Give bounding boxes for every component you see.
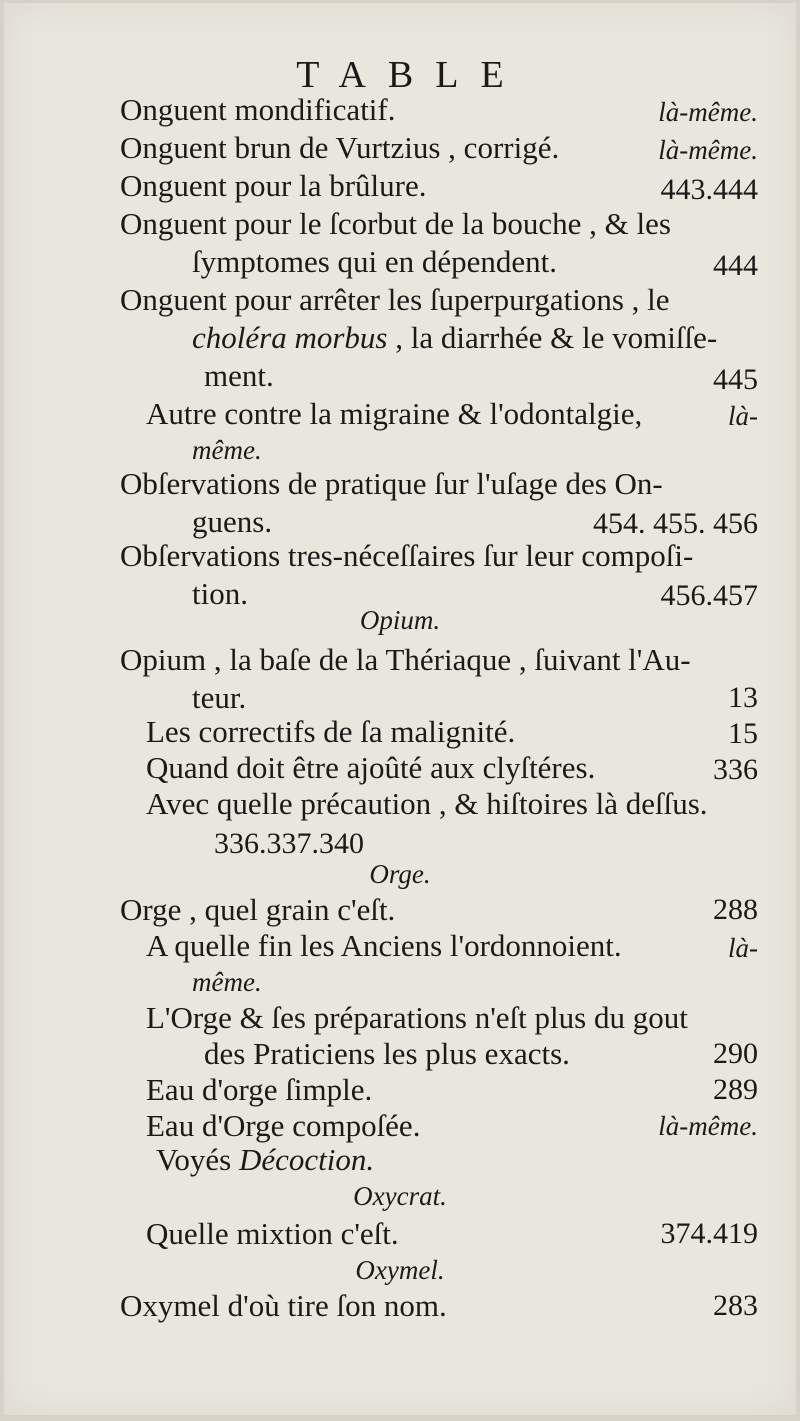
entry-text: Avec quelle précaution , & hiſtoires là deſſus.	[146, 786, 708, 821]
entry-text: Obſervations de pratique ſur l'uſage des On-	[120, 466, 663, 501]
entry-text: Voyés	[156, 1142, 239, 1177]
entry-page: 15	[728, 717, 758, 750]
entry-italic: Décoction.	[238, 1142, 375, 1177]
entry-italic: même.	[192, 967, 262, 997]
entry-page: là-même.	[658, 135, 758, 165]
book-page	[4, 3, 796, 1415]
entry-line	[156, 1141, 374, 1179]
entry-page: 283	[713, 1289, 758, 1322]
entry-text: ſymptomes qui en dépendent.	[192, 244, 558, 279]
page-header: TABLE	[296, 54, 526, 96]
entry-page: 13	[728, 681, 758, 714]
section-heading-oxycrat: Oxycrat.	[353, 1181, 447, 1211]
entry-page: 336	[713, 753, 758, 786]
entry-page: 289	[713, 1073, 758, 1106]
entry-text: Eau d'Orge compoſée.	[146, 1108, 421, 1143]
entry-text: A quelle fin les Anciens l'ordonnoient.	[146, 928, 622, 963]
entry-text: L'Orge & ſes préparations n'eſt plus du gout	[146, 1000, 688, 1035]
entry-page: là-	[728, 401, 758, 431]
entry-text: Eau d'orge ſimple.	[146, 1072, 373, 1107]
entry-text: des Praticiens les plus exacts.	[204, 1036, 570, 1071]
entry-page: 456.457	[660, 579, 758, 612]
entry-text: Les correctifs de ſa malignité.	[146, 714, 516, 749]
entry-text: ment.	[204, 358, 274, 393]
section-heading-orge: Orge.	[369, 859, 431, 889]
entry-italic: choléra morbus	[192, 320, 388, 355]
entry-page: 445	[713, 363, 758, 396]
entry-page: 336.337.340	[214, 827, 364, 860]
entry-text: Onguent pour arrêter les ſuperpurgations , le	[120, 282, 670, 317]
entry-text: teur.	[192, 680, 247, 715]
entry-page: 443.444	[660, 173, 758, 206]
entry-text: Opium , la baſe de la Thériaque , ſuivant l'Au-	[120, 642, 691, 677]
entry-page: là-	[728, 933, 758, 963]
entry-text: , la diarrhée & le vomiſſe-	[387, 320, 718, 355]
entry-page: là-même.	[658, 97, 758, 127]
entry-page: 374.419	[660, 1217, 758, 1250]
entry-text: Onguent brun de Vurtzius , corrigé.	[120, 130, 560, 165]
section-heading-oxymel: Oxymel.	[355, 1255, 445, 1285]
entry-page: 454. 455. 456	[593, 507, 758, 540]
entry-text: Orge , quel grain c'eſt.	[120, 892, 396, 927]
entry-page: 290	[713, 1037, 758, 1070]
entry-text: Quelle mixtion c'eſt.	[146, 1216, 399, 1251]
entry-italic: même.	[192, 435, 262, 465]
entry-page: là-même.	[658, 1111, 758, 1141]
entry-line	[192, 319, 717, 357]
entry-page: 444	[713, 249, 758, 282]
entry-text: Oxymel d'où tire ſon nom.	[120, 1288, 447, 1323]
entry-text: guens.	[192, 504, 273, 539]
entry-text: Onguent pour la brûlure.	[120, 168, 427, 203]
entry-text: tion.	[192, 576, 248, 611]
entry-text: Autre contre la migraine & l'odontalgie,	[146, 396, 643, 431]
entry-page: 288	[713, 893, 758, 926]
entry-text: Obſervations tres-néceſſaires ſur leur compoſi-	[120, 538, 694, 573]
section-heading-opium: Opium.	[359, 605, 441, 635]
entry-text: Onguent mondificatif.	[120, 92, 396, 127]
entry-text: Quand doit être ajoûté aux clyſtéres.	[146, 750, 596, 785]
entry-text: Onguent pour le ſcorbut de la bouche , & les	[120, 206, 671, 241]
